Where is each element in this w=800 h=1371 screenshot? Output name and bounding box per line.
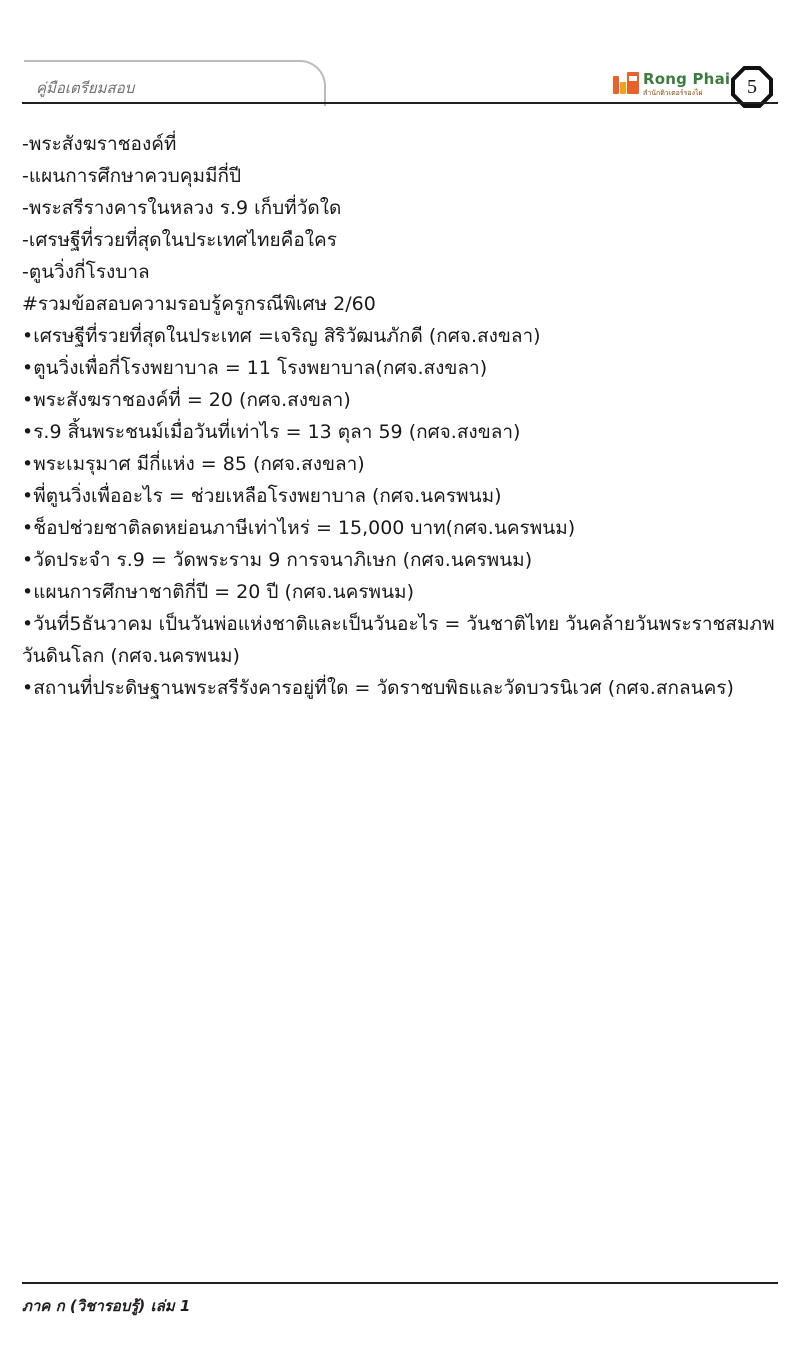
page-content: [22, 128, 778, 704]
brand-logo: [613, 70, 731, 104]
header-title: คู่มือเตรียมสอบ: [36, 79, 135, 97]
content-line: •พระเมรุมาศ มีกี่แห่ง = 85 (กศจ.สงขลา): [22, 453, 365, 475]
content-line-continuation: วันดินโลก (กศจ.นครพนม): [22, 645, 240, 667]
content-line: •พี่ตูนวิ่งเพื่ออะไร = ช่วยเหลือโรงพยาบาล (กศจ.นครพนม): [22, 485, 502, 507]
content-line: -พระสรีรางคารในหลวง ร.9 เก็บที่วัดใด: [22, 197, 342, 219]
content-line: •ช็อปช่วยชาติลดหย่อนภาษีเท่าไหร่ = 15,000 บาท(กศจ.นครพนม): [22, 517, 576, 539]
content-line: -เศรษฐีที่รวยที่สุดในประเทศไทยคือใคร: [22, 229, 337, 251]
page-header: [0, 52, 800, 112]
content-line: •วัดประจำ ร.9 = วัดพระราม 9 การจนาภิเษก (กศจ.นครพนม): [22, 549, 533, 571]
content-line: •ตูนวิ่งเพื่อกี่โรงพยาบาล = 11 โรงพยาบาล(กศจ.สงขลา): [22, 357, 488, 379]
footer-text: ภาค ก (วิชารอบรู้) เล่ม 1: [22, 1297, 191, 1315]
content-line: #รวมข้อสอบความรอบรู้ครูกรณีพิเศษ 2/60: [22, 293, 376, 315]
brand-name: Rong Phai: [643, 70, 731, 88]
content-line: -ตูนวิ่งกี่โรงบาล: [22, 261, 150, 283]
content-line: •สถานที่ประดิษฐานพระสรีรังคารอยู่ที่ใด = วัดราชบพิธและวัดบวรนิเวศ (กศจ.สกลนคร): [22, 677, 734, 699]
footer-divider: [22, 1282, 778, 1284]
header-divider: [22, 102, 778, 104]
content-line: •ร.9 สิ้นพระชนม์เมื่อวันที่เท่าไร = 13 ตุลา 59 (กศจ.สงขลา): [22, 421, 521, 443]
page-number: 5: [747, 75, 757, 98]
content-line: •พระสังฆราชองค์ที่ = 20 (กศจ.สงขลา): [22, 389, 351, 411]
content-line: -พระสังฆราชองค์ที่: [22, 133, 177, 155]
content-line: •วันที่5ธันวาคม เป็นวันพ่อแห่งชาติและเป็นวันอะไร = วันชาติไทย วันคล้ายวันพระราชสมภพ: [22, 613, 775, 635]
brand-subtitle: สำนักติวเตอร์รองไผ่: [643, 89, 703, 97]
content-line: •เศรษฐีที่รวยที่สุดในประเทศ =เจริญ สิริวัฒนภักดี (กศจ.สงขลา): [22, 325, 541, 347]
content-line: •แผนการศึกษาชาติกี่ปี = 20 ปี (กศจ.นครพนม): [22, 581, 414, 603]
content-line: -แผนการศึกษาควบคุมมีกี่ปี: [22, 165, 242, 187]
brand-mark-icon: [613, 72, 639, 94]
